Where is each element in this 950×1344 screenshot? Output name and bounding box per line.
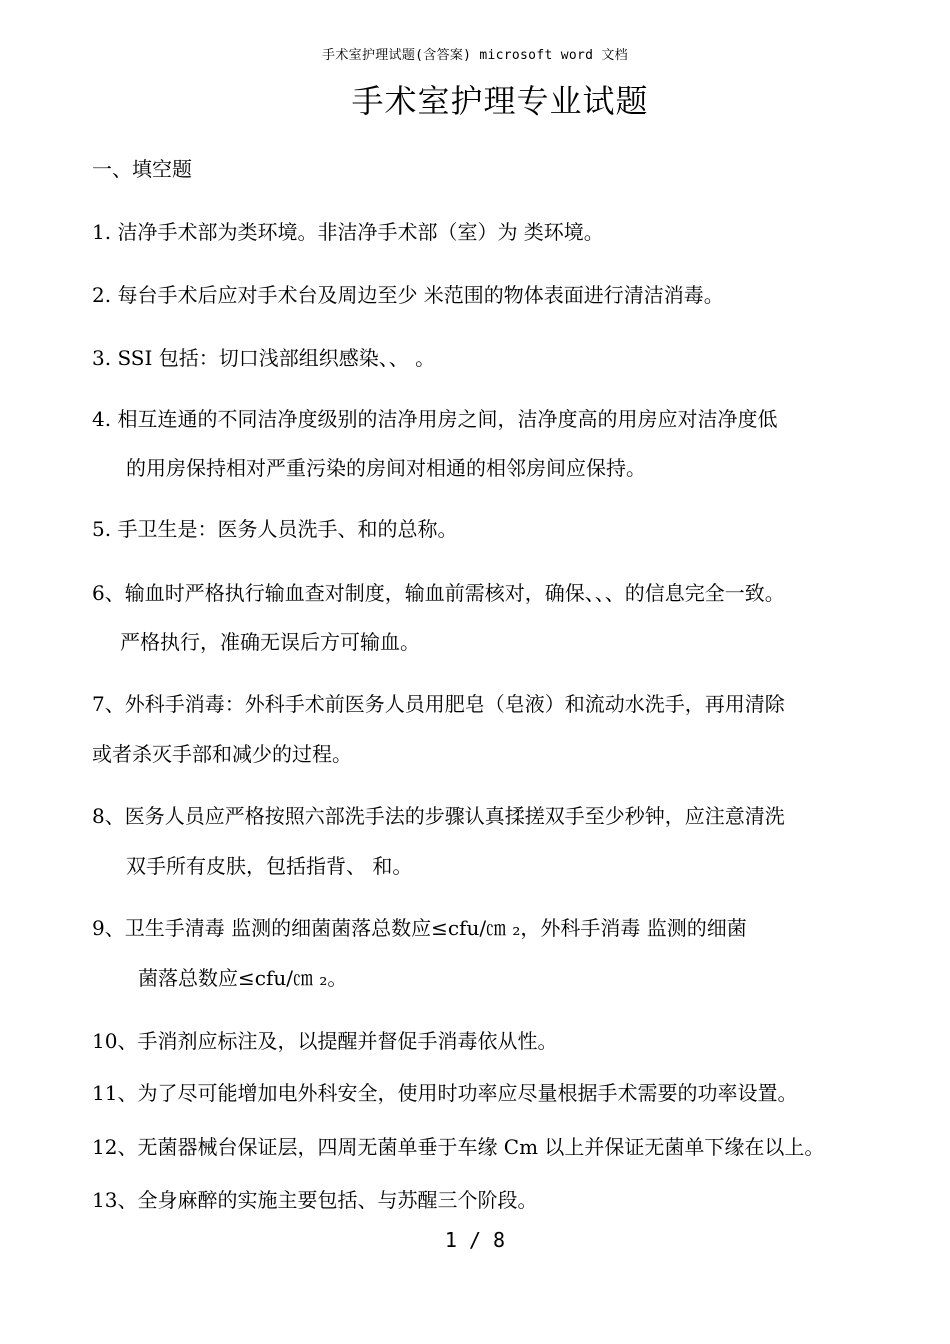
question-line: 7、外科手消毒：外科手术前医务人员用肥皂（皂液）和流动水洗手，再用清除 (92, 692, 785, 716)
page-header: 手术室护理试题(含答案) microsoft word 文档 (322, 48, 628, 63)
question-line: 或者杀灭手部和减少的过程。 (92, 742, 352, 766)
question-line: 6、输血时严格执行输血查对制度，输血前需核对，确保、、、的信息完全一致。 (92, 581, 785, 605)
question-line: 3. SSI 包括：切口浅部组织感染、、 。 (92, 346, 436, 370)
question-line: 菌落总数应≤cfu/㎝ ₂。 (138, 966, 348, 990)
question-line: 双手所有皮肤，包括指背、 和。 (126, 854, 413, 878)
question-line: 11、为了尽可能增加电外科安全，使用时功率应尽量根据手术需要的功率设置。 (92, 1081, 798, 1105)
question-line: 10、手消剂应标注及，以提醒并督促手消毒依从性。 (92, 1029, 558, 1053)
question-line: 严格执行，准确无误后方可输血。 (120, 630, 420, 654)
question-line: 12、无菌器械台保证层，四周无菌单垂于车缘 Cm 以上并保证无菌单下缘在以上。 (92, 1135, 825, 1159)
question-line: 5. 手卫生是：医务人员洗手、和的总称。 (92, 517, 458, 541)
question-line: 2. 每台手术后应对手术台及周边至少 米范围的物体表面进行清洁消毒。 (92, 283, 724, 307)
page-number: 1 / 8 (444, 1228, 506, 1252)
question-line: 1. 洁净手术部为类环境。非洁净手术部（室）为 类环境。 (92, 220, 604, 244)
document-title: 手术室护理专业试题 (351, 82, 649, 120)
question-line: 9、卫生手清毒 监测的细菌菌落总数应≤cfu/㎝ ₂，外科手消毒 监测的细菌 (92, 916, 747, 940)
question-line: 4. 相互连通的不同洁净度级别的洁净用房之间，洁净度高的用房应对洁净度低 (92, 407, 778, 431)
section-heading: 一、填空题 (92, 157, 192, 181)
question-line: 13、全身麻醉的实施主要包括、与苏醒三个阶段。 (92, 1188, 538, 1212)
question-line: 8、医务人员应严格按照六部洗手法的步骤认真揉搓双手至少秒钟，应注意清洗 (92, 804, 785, 828)
question-line: 的用房保持相对严重污染的房间对相通的相邻房间应保持。 (126, 456, 646, 480)
